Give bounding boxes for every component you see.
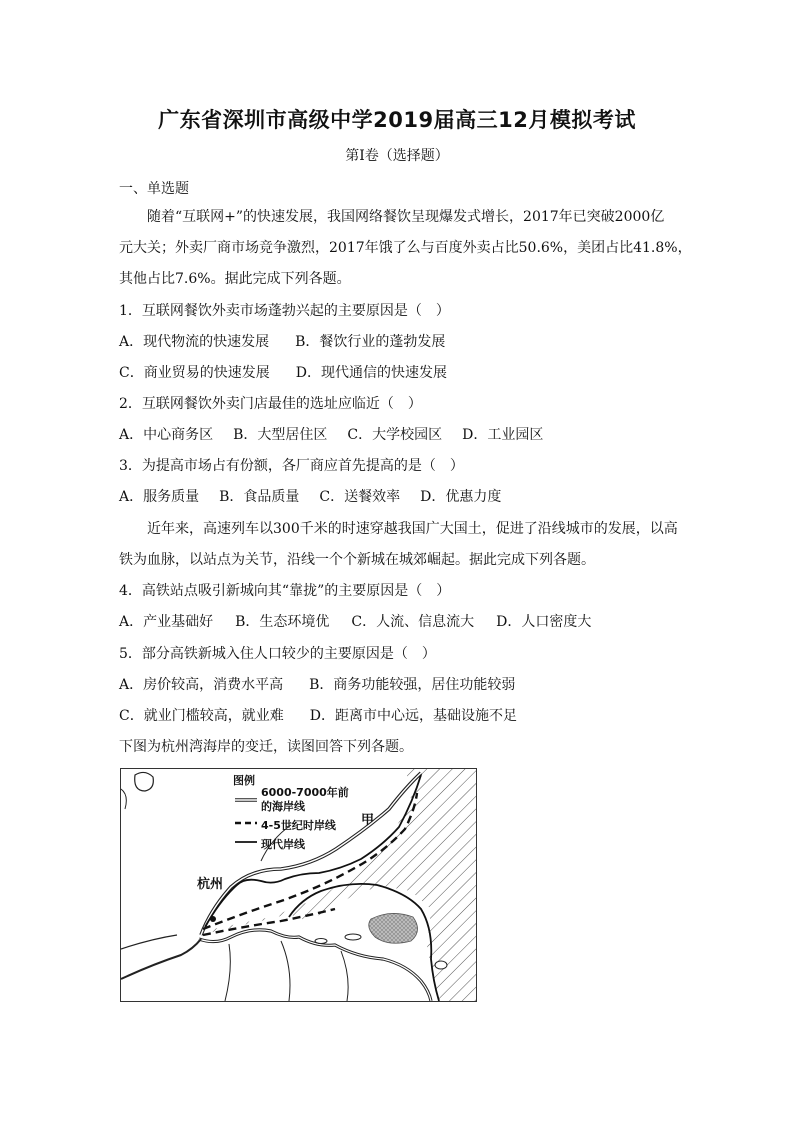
island-shape	[135, 772, 154, 791]
river-line	[341, 951, 348, 1001]
island-shape	[345, 934, 361, 940]
page-title: 广东省深圳市高级中学2019届高三12月模拟考试	[158, 108, 636, 132]
river-line	[281, 941, 290, 1001]
question-4-stem: 4．高铁站点吸引新城向其“靠拢”的主要原因是（ ）	[119, 583, 451, 599]
question-3-stem: 3．为提高市场占有份额，各厂商应首先提高的是（ ）	[119, 458, 464, 474]
q2-option-b[interactable]: B．大型居住区	[233, 427, 328, 443]
legend-title: 图例	[233, 774, 255, 787]
q5-option-b[interactable]: B．商务功能较强，居住功能较弱	[309, 677, 516, 693]
q4-option-c[interactable]: C．人流、信息流大	[351, 614, 475, 630]
q3-option-c[interactable]: C．送餐效率	[319, 489, 401, 505]
question-5-stem: 5．部分高铁新城入住人口较少的主要原因是（ ）	[119, 646, 436, 662]
q1-option-d[interactable]: D．现代通信的快速发展	[295, 365, 447, 381]
q4-option-b[interactable]: B．生态环境优	[235, 614, 330, 630]
hangzhou-city-marker	[210, 916, 216, 922]
passage1-line: 元大关；外卖厂商市场竞争激烈，2017年饿了么与百度外卖占比50.6%，美团占比41.8%，	[119, 240, 692, 256]
question-1-options-row	[119, 333, 445, 351]
legend-modern-label: 现代岸线	[261, 838, 305, 851]
label-jia: 甲	[361, 813, 375, 828]
sandbank-area	[369, 913, 418, 943]
passage1-line: 随着“互联网+”的快速发展，我国网络餐饮呈现爆发式增长，2017年已突破2000亿	[147, 209, 665, 225]
river-line	[225, 944, 230, 1001]
q4-option-d[interactable]: D．人口密度大	[496, 614, 592, 630]
q5-option-a[interactable]: A．房价较高，消费水平高	[119, 677, 284, 693]
hatched-sea-area	[199, 769, 476, 1001]
q3-option-b[interactable]: B．食品质量	[219, 489, 300, 505]
page-subtitle: 第Ⅰ卷（选择题）	[345, 148, 449, 164]
question-4-options-row	[119, 613, 591, 631]
passage3-line: 下图为杭州湾海岸的变迁，读图回答下列各题。	[119, 739, 413, 755]
label-hangzhou: 杭州	[197, 877, 224, 892]
question-1-stem: 1．互联网餐饮外卖市场蓬勃兴起的主要原因是（ ）	[119, 303, 450, 319]
legend-ancient-label-2: 的海岸线	[261, 800, 305, 813]
question-5-options-row	[119, 707, 517, 725]
island-shape	[435, 961, 447, 969]
river-line	[121, 935, 177, 949]
q3-option-d[interactable]: D．优惠力度	[420, 489, 502, 505]
hangzhou-bay-coastline-map	[120, 768, 477, 1002]
question-3-options-row	[119, 488, 501, 506]
legend-ancient-label: 6000-7000年前	[261, 786, 349, 799]
q4-option-a[interactable]: A．产业基础好	[119, 614, 214, 630]
q3-option-a[interactable]: A．服务质量	[119, 489, 200, 505]
q2-option-d[interactable]: D．工业园区	[462, 427, 544, 443]
passage2-line: 铁为血脉，以站点为关节，沿线一个个新城在城郊崛起。据此完成下列各题。	[119, 552, 595, 568]
section-heading: 一、单选题	[119, 181, 189, 197]
passage2-line: 近年来，高速列车以300千米的时速穿越我国广大国土，促进了沿线城市的发展，以高	[147, 521, 678, 537]
q5-option-c[interactable]: C．就业门槛较高，就业难	[119, 708, 284, 724]
q1-option-b[interactable]: B．餐饮行业的蓬勃发展	[295, 334, 446, 350]
passage1-line: 其他占比7.6%。据此完成下列各题。	[119, 271, 351, 287]
q1-option-a[interactable]: A．现代物流的快速发展	[119, 334, 270, 350]
coast-fragment	[121, 789, 126, 809]
question-2-stem: 2．互联网餐饮外卖门店最佳的选址应临近（ ）	[119, 396, 422, 412]
q5-option-d[interactable]: D．距离市中心远，基础设施不足	[309, 708, 517, 724]
q2-option-a[interactable]: A．中心商务区	[119, 427, 214, 443]
island-shape	[315, 939, 327, 944]
question-1-options-row	[119, 364, 447, 382]
question-5-options-row	[119, 676, 515, 694]
q1-option-c[interactable]: C．商业贸易的快速发展	[119, 365, 270, 381]
question-2-options-row	[119, 426, 543, 444]
legend-century-label: 4-5世纪时岸线	[261, 819, 336, 832]
q2-option-c[interactable]: C．大学校园区	[347, 427, 443, 443]
